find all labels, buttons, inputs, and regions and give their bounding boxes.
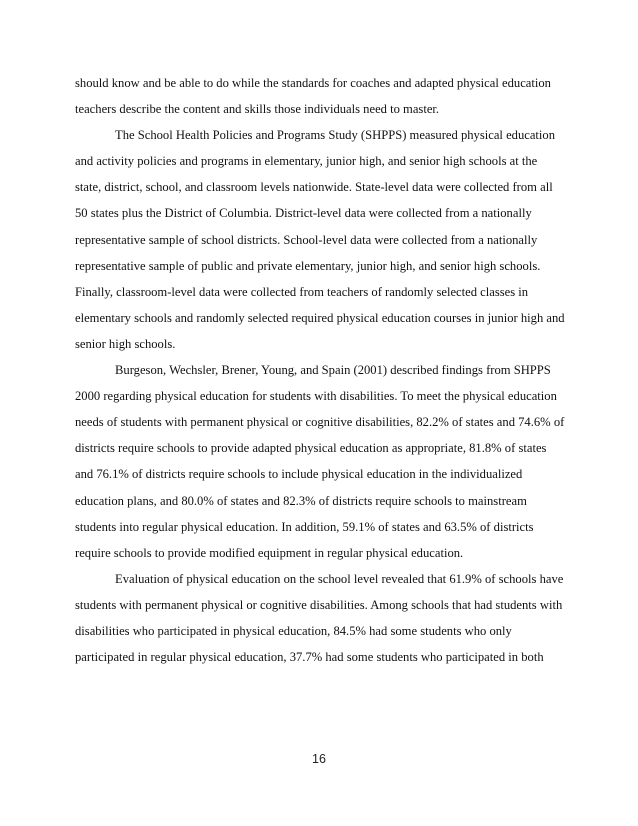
paragraph-first-line: The School Health Policies and Programs Study (SHPPS) measured physical education: [115, 128, 556, 143]
text-line: should know and be able to do while the standards for coaches and adapted physical education: [75, 76, 551, 90]
paragraph-first-line: Burgeson, Wechsler, Brener, Young, and Spain (2001) described findings from SHPPS: [115, 363, 551, 378]
text-line: representative sample of public and private elementary, junior high, and senior high schools.: [75, 258, 541, 273]
text-line: state, district, school, and classroom levels nationwide. State-level data were collected from all: [75, 180, 553, 195]
body-text: [75, 70, 567, 670]
paragraph-first-line: Evaluation of physical education on the school level revealed that 61.9% of schools have: [115, 571, 564, 586]
text-line: Finally, classroom-level data were collected from teachers of randomly selected classes in: [75, 284, 529, 299]
text-line: 50 states plus the District of Columbia. District-level data were collected from a nationally: [75, 206, 532, 221]
text-line: senior high schools.: [75, 336, 176, 351]
text-line: students with permanent physical or cognitive disabilities. Among schools that had students with: [75, 597, 563, 612]
text-line: students into regular physical education. In addition, 59.1% of states and 63.5% of districts: [75, 519, 534, 534]
text-line: disabilities who participated in physical education, 84.5% had some students who only: [75, 623, 512, 638]
text-line: teachers describe the content and skills those individuals need to master.: [75, 102, 440, 117]
text-line: districts require schools to provide adapted physical education as appropriate, 81.8% of states: [75, 441, 547, 456]
text-line: needs of students with permanent physical or cognitive disabilities, 82.2% of states and 74.6% of: [75, 415, 565, 430]
page-number: 16: [312, 752, 326, 766]
text-line: 2000 regarding physical education for students with disabilities. To meet the physical education: [75, 389, 557, 404]
text-line: representative sample of school districts. School-level data were collected from a nationally: [75, 232, 538, 247]
text-line: and activity policies and programs in elementary, junior high, and senior high schools at the: [75, 154, 538, 169]
text-line: education plans, and 80.0% of states and 82.3% of districts require schools to mainstream: [75, 493, 527, 508]
text-line: require schools to provide modified equipment in regular physical education.: [75, 545, 464, 560]
text-line: participated in regular physical education, 37.7% had some students who participated in both: [75, 650, 544, 665]
text-line: elementary schools and randomly selected required physical education courses in junior high and: [75, 310, 565, 325]
text-line: and 76.1% of districts require schools to include physical education in the individualized: [75, 467, 523, 482]
